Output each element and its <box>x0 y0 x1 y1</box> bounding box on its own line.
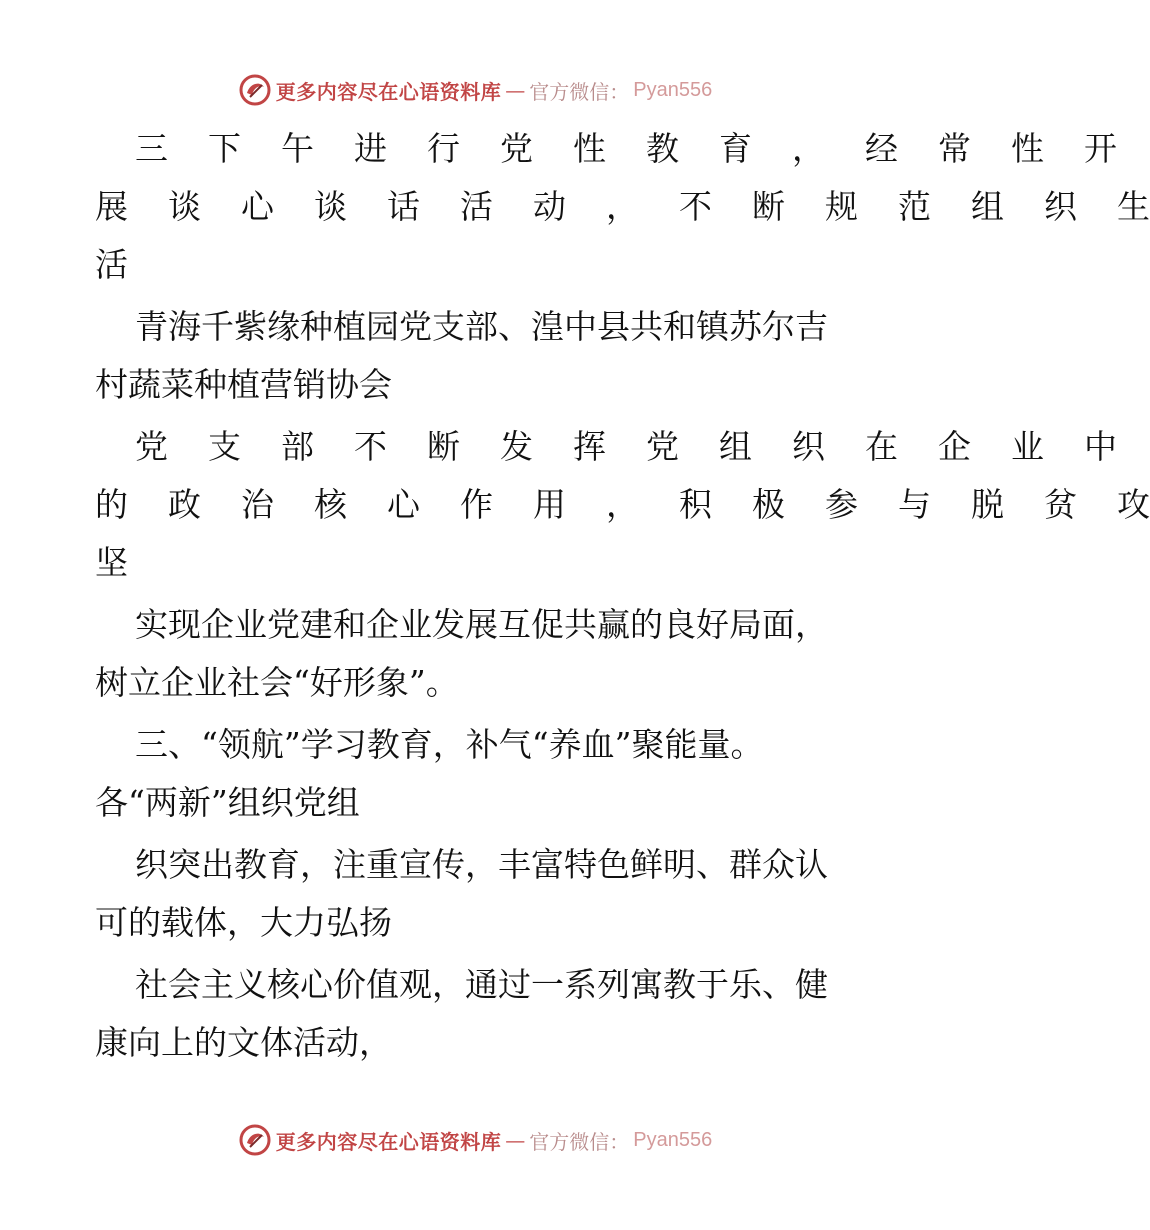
paragraph-4-line-1: 实现企业党建和企业发展互促共赢的良好局面， <box>135 605 828 644</box>
spread-char: 开 <box>1084 129 1117 168</box>
paragraph-6 <box>95 836 855 952</box>
footer-watermark <box>0 1120 950 1160</box>
spread-char: 展 <box>95 187 128 226</box>
paragraph-3-line-3: 坚 <box>95 543 128 582</box>
spread-char: 进 <box>354 129 387 168</box>
spread-char: 织 <box>1044 187 1077 226</box>
spread-char: 范 <box>898 187 931 226</box>
spread-char: 党 <box>135 427 168 466</box>
paragraph-4 <box>95 596 855 712</box>
paragraph-3-line-1 <box>95 418 1117 476</box>
spread-char: 织 <box>792 427 825 466</box>
spread-char: 党 <box>646 427 679 466</box>
spread-char: 性 <box>1011 129 1044 168</box>
spread-char: 攻 <box>1117 485 1150 524</box>
paragraph-5-line-2: 各“两新”组织党组 <box>95 783 360 822</box>
spread-char: 心 <box>387 485 420 524</box>
paragraph-5 <box>95 716 855 832</box>
spread-char: 心 <box>241 187 274 226</box>
spread-char: 与 <box>898 485 931 524</box>
spread-char: 治 <box>241 485 274 524</box>
spread-char: 组 <box>971 187 1004 226</box>
spread-char: 在 <box>865 427 898 466</box>
spread-char: ， <box>792 129 825 168</box>
spread-char: ， <box>606 187 639 226</box>
paragraph-3-line-2 <box>55 476 1150 534</box>
watermark-dash: — <box>505 1128 526 1152</box>
spread-char: 生 <box>1117 187 1150 226</box>
spread-char: 动 <box>533 187 566 226</box>
spread-char: 的 <box>95 485 128 524</box>
spread-char: ， <box>606 485 639 524</box>
paragraph-7 <box>95 956 855 1072</box>
spread-char: 脱 <box>971 485 1004 524</box>
paragraph-7-line-1: 社会主义核心价值观，通过一系列寓教于乐、健 <box>135 965 828 1004</box>
spread-char: 核 <box>314 485 347 524</box>
spread-char: 企 <box>938 427 971 466</box>
spread-char: 教 <box>646 129 679 168</box>
paragraph-2-line-1: 青海千紫缘种植园党支部、湟中县共和镇苏尔吉 <box>135 307 828 346</box>
swirl-logo-icon <box>238 73 272 107</box>
spread-char: 谈 <box>314 187 347 226</box>
spread-char: 谈 <box>168 187 201 226</box>
paragraph-7-line-2: 康向上的文体活动， <box>95 1023 392 1062</box>
paragraph-2 <box>95 298 855 414</box>
spread-char: 部 <box>281 427 314 466</box>
spread-char: 中 <box>1084 427 1117 466</box>
paragraph-6-line-2: 可的载体，大力弘扬 <box>95 903 392 942</box>
spread-char: 作 <box>460 485 493 524</box>
spread-char: 三 <box>135 129 168 168</box>
watermark-site-text: 更多内容尽在心语资料库 <box>275 1129 502 1154</box>
paragraph-2-line-2: 村蔬菜种植营销协会 <box>95 365 392 404</box>
watermark-wechat-id: Pyan556 <box>633 78 713 101</box>
paragraph-1-line-3: 活 <box>95 245 128 284</box>
spread-char: 常 <box>938 129 971 168</box>
spread-char: 下 <box>208 129 241 168</box>
spread-char: 支 <box>208 427 241 466</box>
paragraph-1-line-1 <box>95 120 1117 178</box>
spread-char: 挥 <box>573 427 606 466</box>
watermark-dash: — <box>505 78 526 102</box>
spread-char: 话 <box>387 187 420 226</box>
spread-char: 党 <box>500 129 533 168</box>
paragraph-4-line-2: 树立企业社会“好形象”。 <box>95 663 459 702</box>
spread-char: 组 <box>719 427 752 466</box>
spread-char: 午 <box>281 129 314 168</box>
paragraph-1 <box>95 120 1150 294</box>
header-watermark <box>0 70 950 110</box>
watermark-official-label: 官方微信： <box>529 1129 630 1154</box>
spread-char: 性 <box>573 129 606 168</box>
watermark-wechat-id: Pyan556 <box>633 1128 713 1151</box>
paragraph-5-line-1: 三、“领航”学习教育，补气“养血”聚能量。 <box>135 725 764 764</box>
paragraph-3 <box>95 418 1150 592</box>
spread-char: 积 <box>679 485 712 524</box>
spread-char: 经 <box>865 129 898 168</box>
document-body <box>95 120 1150 1072</box>
spread-char: 育 <box>719 129 752 168</box>
spread-char: 发 <box>500 427 533 466</box>
watermark-banner <box>238 1123 712 1157</box>
spread-char: 行 <box>427 129 460 168</box>
watermark-official-label: 官方微信： <box>529 79 630 104</box>
spread-char: 政 <box>168 485 201 524</box>
paragraph-6-line-1: 织突出教育，注重宣传，丰富特色鲜明、群众认 <box>135 845 828 884</box>
spread-char: 用 <box>533 485 566 524</box>
spread-char: 不 <box>354 427 387 466</box>
spread-char: 业 <box>1011 427 1044 466</box>
spread-char: 活 <box>460 187 493 226</box>
watermark-banner <box>238 73 712 107</box>
watermark-site-text: 更多内容尽在心语资料库 <box>275 79 502 104</box>
spread-char: 规 <box>825 187 858 226</box>
spread-char: 参 <box>825 485 858 524</box>
spread-char: 不 <box>679 187 712 226</box>
spread-char: 断 <box>752 187 785 226</box>
spread-char: 贫 <box>1044 485 1077 524</box>
swirl-logo-icon <box>238 1123 272 1157</box>
spread-char: 极 <box>752 485 785 524</box>
paragraph-1-line-2 <box>55 178 1150 236</box>
spread-char: 断 <box>427 427 460 466</box>
